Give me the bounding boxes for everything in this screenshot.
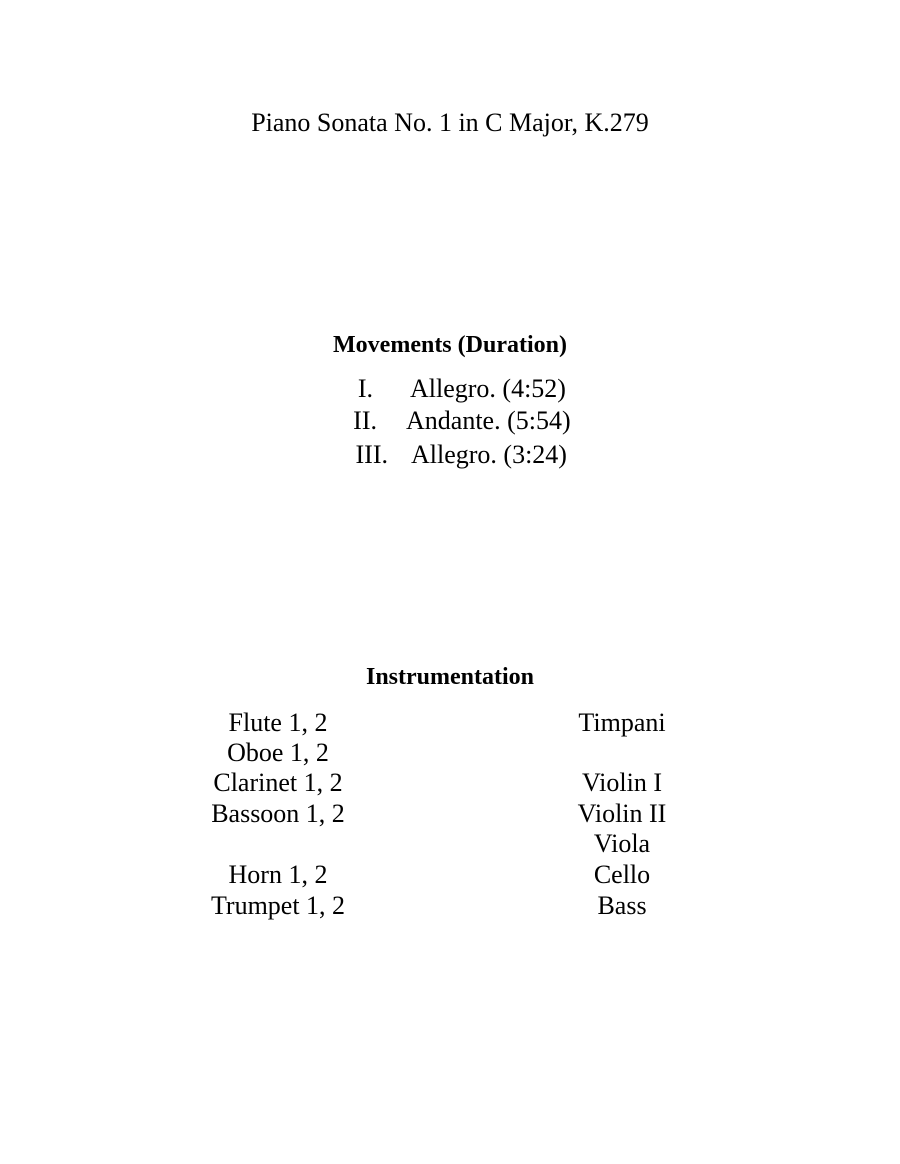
instrument-bassoon: Bassoon 1, 2	[211, 799, 345, 828]
movement-item	[0, 439, 900, 471]
instrument-clarinet: Clarinet 1, 2	[213, 768, 343, 797]
movement-number: I.	[357, 374, 373, 403]
instrument-horn: Horn 1, 2	[228, 860, 328, 889]
instrument-violin-2: Violin II	[577, 799, 667, 828]
page-title: Piano Sonata No. 1 in C Major, K.279	[251, 108, 649, 137]
movement-number: III.	[355, 440, 388, 469]
instrument-oboe: Oboe 1, 2	[227, 738, 329, 767]
movement-name: Allegro. (3:24)	[411, 440, 567, 469]
instrument-trumpet: Trumpet 1, 2	[210, 891, 346, 920]
movement-name: Andante. (5:54)	[406, 406, 571, 435]
movements-heading: Movements (Duration)	[333, 332, 567, 358]
instrument-violin-1: Violin I	[581, 768, 663, 797]
instrument-cello: Cello	[593, 860, 651, 889]
movement-name: Allegro. (4:52)	[410, 374, 566, 403]
instrument-bass: Bass	[597, 891, 647, 920]
movement-item	[0, 405, 900, 437]
movement-item	[0, 373, 900, 405]
movement-number: II.	[353, 406, 377, 435]
instrument-timpani: Timpani	[578, 708, 666, 737]
instrument-viola: Viola	[593, 829, 651, 858]
instrumentation-heading: Instrumentation	[365, 664, 534, 690]
instrument-flute: Flute 1, 2	[228, 708, 328, 737]
